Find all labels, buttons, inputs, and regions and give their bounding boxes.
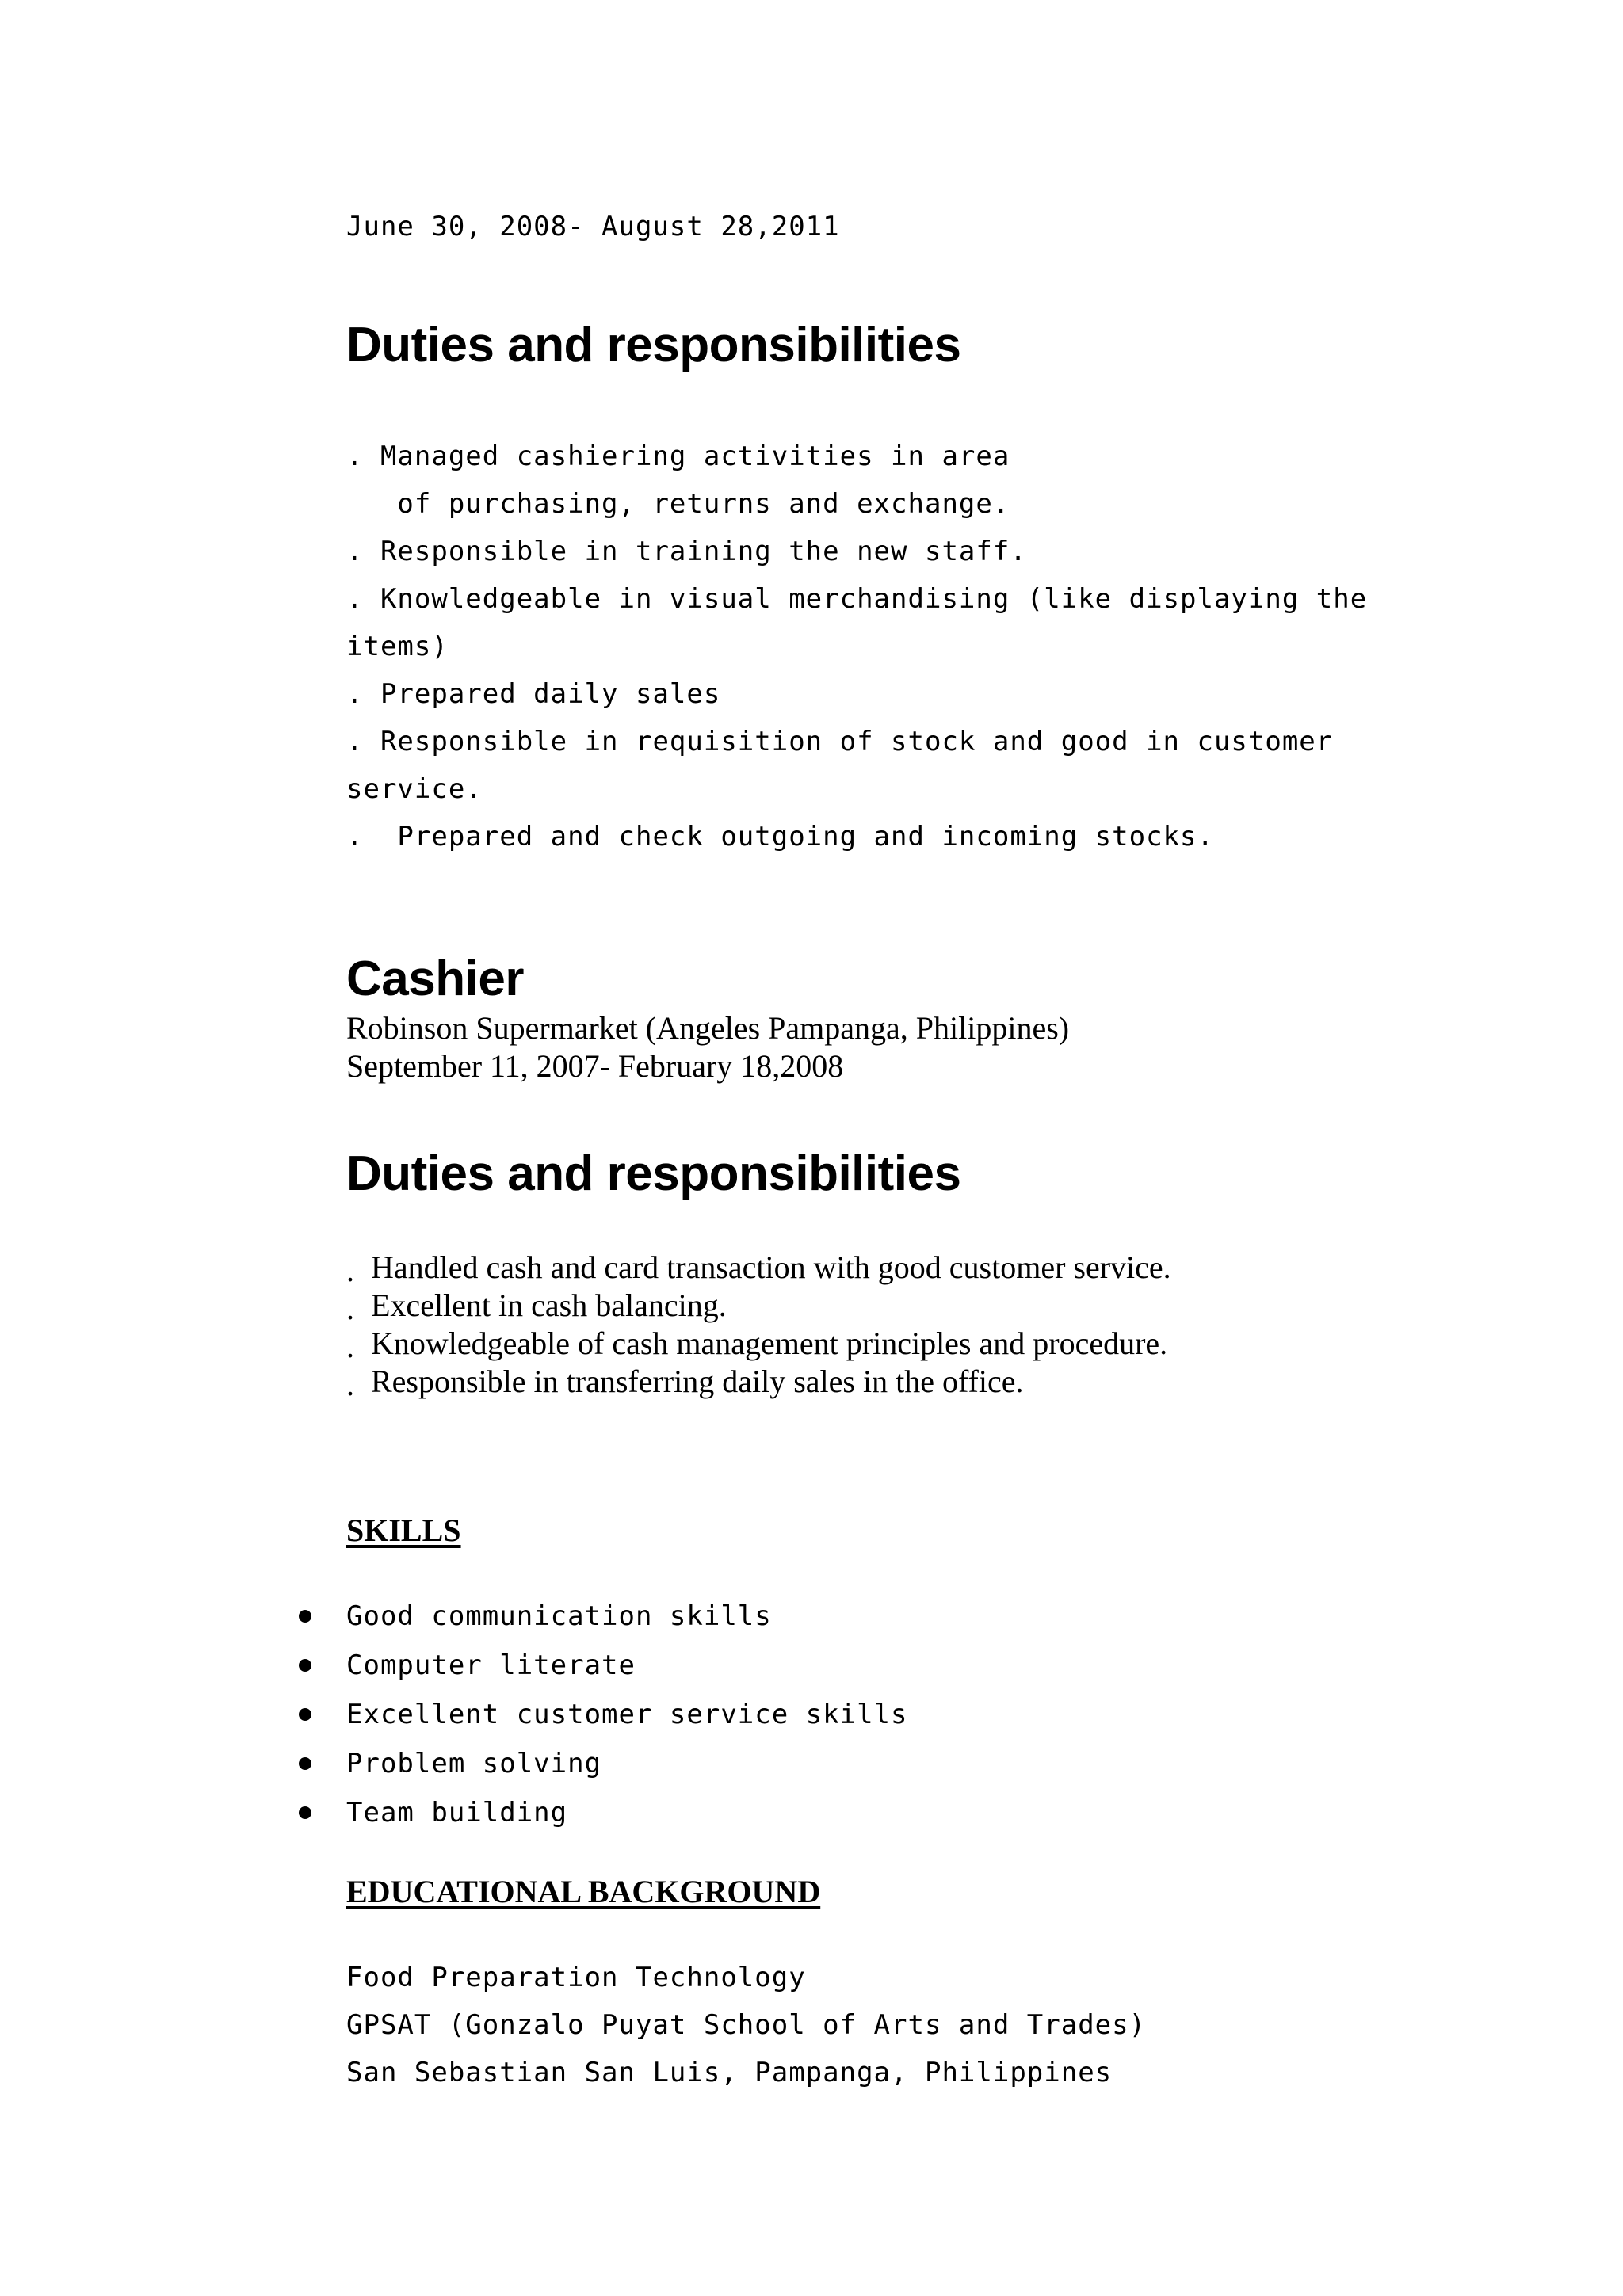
education-line: GPSAT (Gonzalo Puyat School of Arts and Trades) — [346, 2009, 1147, 2041]
skill-item: Good communication skills — [346, 1600, 772, 1632]
job2-duty-bullet: . — [346, 1291, 354, 1326]
job2-duty-item: Responsible in transferring daily sales in the office. — [371, 1363, 1024, 1399]
skill-item: Computer literate — [346, 1650, 636, 1681]
job1-dates: June 30, 2008- August 28,2011 — [346, 211, 840, 242]
job2-duty-bullet: . — [346, 1329, 354, 1364]
job2-dates: September 11, 2007- February 18,2008 — [346, 1048, 844, 1084]
job2-duty-item: Excellent in cash balancing. — [371, 1287, 727, 1323]
job1-duty-line: . Knowledgeable in visual merchandising (like displaying the — [346, 583, 1368, 615]
bullet-dot-icon — [299, 1659, 311, 1672]
job2-duty-bullet: . — [346, 1367, 354, 1402]
job2-duty-item: Knowledgeable of cash management principles and procedure. — [371, 1325, 1168, 1361]
skills-heading: SKILLS — [346, 1512, 461, 1548]
job1-duty-line: service. — [346, 773, 483, 805]
education-line: San Sebastian San Luis, Pampanga, Philippines — [346, 2057, 1113, 2088]
job2-duties-heading: Duties and responsibilities — [346, 1146, 961, 1201]
skill-item: Team building — [346, 1797, 568, 1829]
bullet-dot-icon — [299, 1806, 311, 1819]
bullet-dot-icon — [299, 1757, 311, 1770]
skill-item: Problem solving — [346, 1748, 602, 1779]
skill-item: Excellent customer service skills — [346, 1699, 908, 1730]
job1-duty-line: of purchasing, returns and exchange. — [346, 488, 1010, 520]
job1-duties-heading: Duties and responsibilities — [346, 318, 961, 372]
job1-duty-line: . Responsible in requisition of stock and good in customer — [346, 726, 1334, 757]
bullet-dot-icon — [299, 1610, 311, 1623]
job1-duty-line: . Managed cashiering activities in area — [346, 441, 1010, 472]
education-line: Food Preparation Technology — [346, 1962, 806, 1993]
job1-duty-line: . Responsible in training the new staff. — [346, 536, 1027, 567]
job2-title: Cashier — [346, 952, 524, 1006]
job2-company: Robinson Supermarket (Angeles Pampanga, Philippines) — [346, 1010, 1070, 1046]
job1-duty-line: . Prepared and check outgoing and incoming stocks. — [346, 821, 1214, 852]
education-heading: EDUCATIONAL BACKGROUND — [346, 1874, 821, 1909]
bullet-dot-icon — [299, 1708, 311, 1721]
job1-duty-line: . Prepared daily sales — [346, 678, 721, 710]
job2-duty-bullet: . — [346, 1253, 354, 1288]
job2-duty-item: Handled cash and card transaction with good customer service. — [371, 1249, 1171, 1285]
job1-duty-line: items) — [346, 631, 449, 662]
